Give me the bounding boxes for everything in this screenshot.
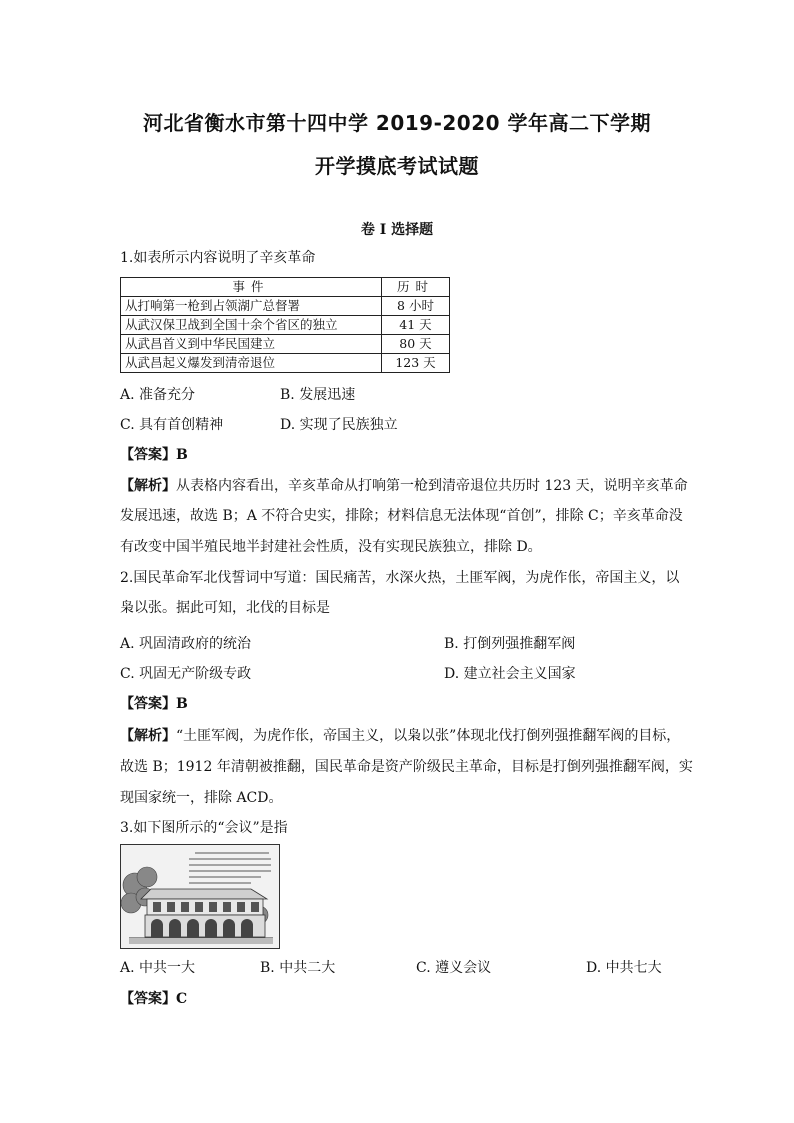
table-header-time: 历时 xyxy=(382,278,450,297)
q1-events-table xyxy=(120,277,450,373)
q2-option-c: C. 巩固无产阶级专政 xyxy=(120,666,252,682)
q2-option-b: B. 打倒列强推翻军阀 xyxy=(444,636,576,652)
q1-option-d: D. 实现了民族独立 xyxy=(280,417,398,433)
q2-stem-line-1: 2.国民革命军北伐誓词中写道：国民痛苦，水深火热，土匪军阀，为虎作伥，帝国主义，以 xyxy=(120,570,680,586)
q2-answer: 【答案】B xyxy=(120,696,188,712)
q3-option-c: C. 遵义会议 xyxy=(416,960,492,976)
q3-answer: 【答案】C xyxy=(120,991,188,1007)
table-cell-event: 从武昌起义爆发到清帝退位 xyxy=(121,354,382,373)
q2-option-d: D. 建立社会主义国家 xyxy=(444,666,576,682)
q1-analysis-line-1 xyxy=(120,476,688,496)
q1-analysis-line-2: 发展迅速，故选 B；A 不符合史实，排除；材料信息无法体现“首创”，排除 C；辛亥革命没 xyxy=(120,508,683,524)
q1-analysis-line-3: 有改变中国半殖民地半封建社会性质，没有实现民族独立，排除 D。 xyxy=(120,539,542,555)
q2-stem-line-2: 枭以张。据此可知，北伐的目标是 xyxy=(120,600,330,616)
page-subtitle: 开学摸底考试试题 xyxy=(315,154,479,178)
page-title: 河北省衡水市第十四中学 2019-2020 学年高二下学期 xyxy=(142,111,652,135)
q1-stem: 1.如表所示内容说明了辛亥革命 xyxy=(120,250,316,266)
q3-option-d: D. 中共七大 xyxy=(586,960,662,976)
q2-analysis-label: 【解析】 xyxy=(120,728,176,744)
q1-option-b: B. 发展迅速 xyxy=(280,387,356,403)
q1-analysis-label: 【解析】 xyxy=(120,478,176,494)
table-cell-time: 80 天 xyxy=(382,335,450,354)
q2-analysis-line-1 xyxy=(120,726,680,746)
table-cell-time: 41 天 xyxy=(382,316,450,335)
q2-analysis-text-1: “土匪军阀，为虎作伥，帝国主义，以枭以张”体现北伐打倒列强推翻军阀的目标， xyxy=(176,728,681,744)
q1-answer: 【答案】B xyxy=(120,447,188,463)
q1-option-a: A. 准备充分 xyxy=(120,387,196,403)
q3-option-b: B. 中共二大 xyxy=(260,960,336,976)
q2-analysis-line-2: 故选 B；1912 年清朝被推翻，国民革命是资产阶级民主革命，目标是打倒列强推翻军阀，实 xyxy=(120,759,693,775)
zunyi-meeting-site-image xyxy=(120,844,280,949)
section-title: 卷 I 选择题 xyxy=(360,222,434,238)
table-cell-time: 8 小时 xyxy=(382,297,450,316)
table-row xyxy=(121,316,450,335)
q2-option-a: A. 巩固清政府的统治 xyxy=(120,636,252,652)
table-header-event: 事件 xyxy=(121,278,382,297)
q1-option-c: C. 具有首创精神 xyxy=(120,417,224,433)
building-sketch xyxy=(121,845,279,948)
q2-analysis-line-3: 现国家统一，排除 ACD。 xyxy=(120,790,283,806)
table-row xyxy=(121,335,450,354)
table-row xyxy=(121,354,450,373)
table-header-row xyxy=(121,278,450,297)
table-cell-event: 从武汉保卫战到全国十余个省区的独立 xyxy=(121,316,382,335)
q3-option-a: A. 中共一大 xyxy=(120,960,196,976)
table-cell-event: 从武昌首义到中华民国建立 xyxy=(121,335,382,354)
table-cell-time: 123 天 xyxy=(382,354,450,373)
table-cell-event: 从打响第一枪到占领湖广总督署 xyxy=(121,297,382,316)
q3-stem: 3.如下图所示的“会议”是指 xyxy=(120,820,288,836)
table-row xyxy=(121,297,450,316)
q1-analysis-text-1: 从表格内容看出，辛亥革命从打响第一枪到清帝退位共历时 123 天，说明辛亥革命 xyxy=(176,478,688,494)
